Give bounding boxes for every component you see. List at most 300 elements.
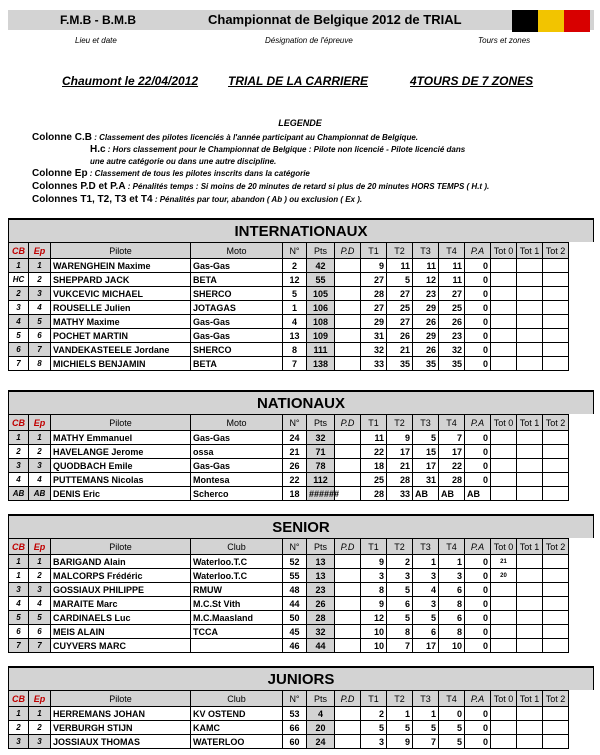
cell-pilote: VERBURGH STIJN — [51, 721, 191, 735]
cell-pd — [335, 329, 361, 343]
cell-pilote: VUKCEVIC MICHAEL — [51, 287, 191, 301]
tours-label: Tours et zones — [478, 36, 531, 45]
cell-t2: 17 — [387, 445, 413, 459]
cell-t3: AB — [413, 487, 439, 501]
cell-t3: 1 — [413, 555, 439, 569]
col-header-t1: T1 — [361, 539, 387, 555]
col-header-pts: Pts — [307, 243, 335, 259]
cell-t2: 5 — [387, 611, 413, 625]
cell-t2: 26 — [387, 329, 413, 343]
cell-pa: 0 — [465, 611, 491, 625]
cell-pa: 0 — [465, 555, 491, 569]
cell-t1: 9 — [361, 597, 387, 611]
cell-moto-club: BETA — [191, 273, 283, 287]
cell-pts: 24 — [307, 735, 335, 749]
cell-tot0 — [491, 707, 517, 721]
cell-tot1 — [517, 315, 543, 329]
col-header-pilote: Pilote — [51, 539, 191, 555]
event-place-date: Chaumont le 22/04/2012 — [62, 74, 199, 88]
cell-pilote: MALCORPS Frédéric — [51, 569, 191, 583]
cell-cb: 7 — [9, 357, 29, 371]
col-header-cb: CB — [9, 243, 29, 259]
cell-t1: 27 — [361, 273, 387, 287]
cell-tot0 — [491, 357, 517, 371]
legend-line-1 — [32, 132, 418, 143]
table-row — [9, 329, 595, 343]
cell-cb: 3 — [9, 459, 29, 473]
cell-tot0: 20 — [491, 569, 517, 583]
cell-num: 46 — [283, 639, 307, 653]
cell-t2: 2 — [387, 555, 413, 569]
col-header-cb: CB — [9, 415, 29, 431]
cell-pa: 0 — [465, 445, 491, 459]
section-juniors — [8, 666, 594, 749]
col-header-moto-club: Club — [191, 691, 283, 707]
cell-tot0 — [491, 735, 517, 749]
table-row — [9, 301, 595, 315]
cell-t3: 31 — [413, 473, 439, 487]
col-header-ep: Ep — [29, 415, 51, 431]
cell-t4: 1 — [439, 555, 465, 569]
cell-tot2 — [543, 569, 569, 583]
table-header-row — [9, 539, 595, 555]
table-row — [9, 721, 595, 735]
col-header-pts: Pts — [307, 415, 335, 431]
cell-tot1 — [517, 357, 543, 371]
cell-cb: 3 — [9, 583, 29, 597]
cell-ep: 2 — [29, 721, 51, 735]
cell-pd — [335, 445, 361, 459]
cell-t4: 17 — [439, 445, 465, 459]
results-table — [8, 414, 595, 501]
col-header-ep: Ep — [29, 243, 51, 259]
cell-ep: 4 — [29, 301, 51, 315]
cell-tot0 — [491, 287, 517, 301]
cell-t4: 10 — [439, 639, 465, 653]
cell-tot1 — [517, 273, 543, 287]
cell-pts: 32 — [307, 625, 335, 639]
cell-t3: 5 — [413, 611, 439, 625]
cell-t2: 5 — [387, 583, 413, 597]
col-header-t4: T4 — [439, 539, 465, 555]
legend-text: : Classement des pilotes licenciés à l'année participant au Championnat de Belgique. — [94, 133, 418, 142]
cell-cb: 4 — [9, 597, 29, 611]
cell-ep: 8 — [29, 357, 51, 371]
cell-tot1 — [517, 259, 543, 273]
cell-pd — [335, 569, 361, 583]
cell-moto-club: ossa — [191, 445, 283, 459]
cell-ep: 4 — [29, 473, 51, 487]
col-header-pa: P.A — [465, 539, 491, 555]
cell-pilote: MATHY Maxime — [51, 315, 191, 329]
cell-pts: 26 — [307, 597, 335, 611]
cell-pilote: PUTTEMANS Nicolas — [51, 473, 191, 487]
col-header-pd: P.D — [335, 539, 361, 555]
cell-cb: 4 — [9, 315, 29, 329]
cell-tot1 — [517, 329, 543, 343]
cell-tot1 — [517, 583, 543, 597]
col-header-t2: T2 — [387, 691, 413, 707]
cell-pa: AB — [465, 487, 491, 501]
cell-tot0 — [491, 473, 517, 487]
col-header-t2: T2 — [387, 415, 413, 431]
cell-num: 48 — [283, 583, 307, 597]
cell-pts: 44 — [307, 639, 335, 653]
cell-tot0 — [491, 639, 517, 653]
section-senior — [8, 514, 594, 653]
table-row — [9, 597, 595, 611]
cell-pts: 55 — [307, 273, 335, 287]
cell-ep: 7 — [29, 639, 51, 653]
table-row — [9, 639, 595, 653]
section-title: SENIOR — [8, 514, 594, 538]
cell-tot0 — [491, 597, 517, 611]
cell-num: 26 — [283, 459, 307, 473]
cell-num: 8 — [283, 343, 307, 357]
cell-ep: 4 — [29, 597, 51, 611]
cell-cb: 7 — [9, 639, 29, 653]
cell-cb: 3 — [9, 301, 29, 315]
cell-t2: 28 — [387, 473, 413, 487]
col-header-tot1: Tot 1 — [517, 243, 543, 259]
cell-t2: 5 — [387, 273, 413, 287]
cell-tot2 — [543, 721, 569, 735]
cell-t4: 35 — [439, 357, 465, 371]
cell-ep: 3 — [29, 735, 51, 749]
results-table — [8, 242, 595, 371]
cell-pa: 0 — [465, 301, 491, 315]
cell-t3: 5 — [413, 721, 439, 735]
cell-pilote: BARIGAND Alain — [51, 555, 191, 569]
cell-tot1 — [517, 343, 543, 357]
cell-t4: 11 — [439, 259, 465, 273]
cell-t3: 11 — [413, 259, 439, 273]
col-header-moto-club: Moto — [191, 243, 283, 259]
cell-pa: 0 — [465, 315, 491, 329]
legend-line-2-cont: une autre catégorie ou dans une autre discipline. — [90, 157, 277, 166]
cell-tot0 — [491, 611, 517, 625]
cell-t4: 7 — [439, 431, 465, 445]
cell-t4: 27 — [439, 287, 465, 301]
cell-ep: 1 — [29, 555, 51, 569]
cell-cb: 5 — [9, 329, 29, 343]
col-header-tot0: Tot 0 — [491, 415, 517, 431]
cell-pd — [335, 597, 361, 611]
cell-t4: AB — [439, 487, 465, 501]
cell-t1: 10 — [361, 639, 387, 653]
cell-tot0 — [491, 625, 517, 639]
col-header-t4: T4 — [439, 691, 465, 707]
cell-moto-club: Gas-Gas — [191, 431, 283, 445]
col-header-pa: P.A — [465, 243, 491, 259]
cell-pts: 13 — [307, 555, 335, 569]
col-header-pd: P.D — [335, 243, 361, 259]
cell-t3: 12 — [413, 273, 439, 287]
col-header-t3: T3 — [413, 691, 439, 707]
col-header-pa: P.A — [465, 415, 491, 431]
cell-pts: 28 — [307, 611, 335, 625]
cell-t1: 3 — [361, 735, 387, 749]
col-header-pilote: Pilote — [51, 243, 191, 259]
col-header-t3: T3 — [413, 243, 439, 259]
cell-t2: 1 — [387, 707, 413, 721]
cell-t1: 3 — [361, 569, 387, 583]
table-row — [9, 487, 595, 501]
cell-moto-club: Waterloo.T.C — [191, 555, 283, 569]
cell-tot0 — [491, 259, 517, 273]
flag-black — [512, 10, 538, 32]
cell-cb: 3 — [9, 735, 29, 749]
legend-line-3 — [32, 168, 310, 179]
cell-pd — [335, 357, 361, 371]
cell-num: 7 — [283, 357, 307, 371]
cell-pa: 0 — [465, 639, 491, 653]
cell-t4: 6 — [439, 583, 465, 597]
section-internationaux — [8, 218, 594, 371]
cell-cb: 1 — [9, 431, 29, 445]
col-header-tot2: Tot 2 — [543, 539, 569, 555]
cell-ep: AB — [29, 487, 51, 501]
cell-t3: 35 — [413, 357, 439, 371]
cell-num: 18 — [283, 487, 307, 501]
col-header-cb: CB — [9, 539, 29, 555]
cell-moto-club: M.C.Maasland — [191, 611, 283, 625]
cell-t1: 33 — [361, 357, 387, 371]
cell-num: 21 — [283, 445, 307, 459]
cell-tot1 — [517, 735, 543, 749]
cell-cb: 6 — [9, 625, 29, 639]
cell-pts: 138 — [307, 357, 335, 371]
cell-t1: 29 — [361, 315, 387, 329]
cell-ep: 3 — [29, 287, 51, 301]
col-header-t4: T4 — [439, 415, 465, 431]
legend-label: Colonne C.B — [32, 132, 92, 143]
cell-t1: 10 — [361, 625, 387, 639]
col-header-num: N° — [283, 691, 307, 707]
cell-pilote: HERREMANS JOHAN — [51, 707, 191, 721]
cell-tot2 — [543, 431, 569, 445]
col-header-pts: Pts — [307, 539, 335, 555]
cell-ep: 2 — [29, 569, 51, 583]
cell-num: 12 — [283, 273, 307, 287]
cell-t2: 25 — [387, 301, 413, 315]
cell-moto-club: JOTAGAS — [191, 301, 283, 315]
cell-ep: 5 — [29, 315, 51, 329]
lieu-label: Lieu et date — [75, 36, 117, 45]
col-header-t3: T3 — [413, 539, 439, 555]
cell-tot2 — [543, 287, 569, 301]
legend-text: : Pénalités par tour, abandon ( Ab ) ou exclusion ( Ex ). — [154, 195, 363, 204]
table-header-row — [9, 691, 595, 707]
cell-pts: 20 — [307, 721, 335, 735]
results-table — [8, 690, 595, 749]
cell-t2: 33 — [387, 487, 413, 501]
cell-pts: 13 — [307, 569, 335, 583]
cell-ep: 1 — [29, 431, 51, 445]
section-title: INTERNATIONAUX — [8, 218, 594, 242]
cell-t4: 5 — [439, 721, 465, 735]
col-header-ep: Ep — [29, 539, 51, 555]
cell-t4: 32 — [439, 343, 465, 357]
table-header-row — [9, 415, 595, 431]
flag-red — [564, 10, 590, 32]
cell-tot0 — [491, 583, 517, 597]
col-header-pts: Pts — [307, 691, 335, 707]
section-nationaux — [8, 390, 594, 501]
cell-ep: 2 — [29, 445, 51, 459]
cell-t3: 4 — [413, 583, 439, 597]
legend-label: Colonnes P.D et P.A — [32, 181, 126, 192]
cell-pd — [335, 707, 361, 721]
table-row — [9, 259, 595, 273]
table-row — [9, 445, 595, 459]
col-header-tot1: Tot 1 — [517, 415, 543, 431]
cell-moto-club: SHERCO — [191, 343, 283, 357]
col-header-tot0: Tot 0 — [491, 691, 517, 707]
col-header-tot1: Tot 1 — [517, 691, 543, 707]
cell-pd — [335, 459, 361, 473]
cell-t2: 21 — [387, 459, 413, 473]
cell-tot1 — [517, 487, 543, 501]
col-header-num: N° — [283, 243, 307, 259]
table-row — [9, 357, 595, 371]
cell-t2: 6 — [387, 597, 413, 611]
cell-t4: 11 — [439, 273, 465, 287]
cell-tot1 — [517, 597, 543, 611]
cell-moto-club: WATERLOO — [191, 735, 283, 749]
cell-tot2 — [543, 301, 569, 315]
cell-tot0 — [491, 459, 517, 473]
cell-pd — [335, 287, 361, 301]
cell-tot1 — [517, 301, 543, 315]
cell-moto-club: Gas-Gas — [191, 329, 283, 343]
col-header-pa: P.A — [465, 691, 491, 707]
cell-t3: 15 — [413, 445, 439, 459]
col-header-t2: T2 — [387, 243, 413, 259]
cell-pts: 4 — [307, 707, 335, 721]
cell-pilote: JOSSIAUX THOMAS — [51, 735, 191, 749]
legend-line-4 — [32, 181, 489, 192]
col-header-moto-club: Club — [191, 539, 283, 555]
cell-pts: 23 — [307, 583, 335, 597]
cell-t3: 1 — [413, 707, 439, 721]
col-header-num: N° — [283, 415, 307, 431]
cell-t1: 2 — [361, 707, 387, 721]
cell-pa: 0 — [465, 707, 491, 721]
cell-tot2 — [543, 273, 569, 287]
cell-tot2 — [543, 597, 569, 611]
cell-t1: 31 — [361, 329, 387, 343]
cell-pa: 0 — [465, 459, 491, 473]
cell-tot2 — [543, 639, 569, 653]
cell-pilote: VANDEKASTEELE Jordane — [51, 343, 191, 357]
cell-ep: 6 — [29, 625, 51, 639]
cell-t4: 0 — [439, 707, 465, 721]
cell-tot0 — [491, 445, 517, 459]
col-header-cb: CB — [9, 691, 29, 707]
cell-t4: 8 — [439, 625, 465, 639]
cell-t2: 35 — [387, 357, 413, 371]
cell-pts: 111 — [307, 343, 335, 357]
cell-t3: 17 — [413, 459, 439, 473]
cell-t2: 7 — [387, 639, 413, 653]
cell-t1: 22 — [361, 445, 387, 459]
table-row — [9, 625, 595, 639]
col-header-ep: Ep — [29, 691, 51, 707]
cell-pd — [335, 431, 361, 445]
cell-t1: 28 — [361, 487, 387, 501]
cell-pts: 109 — [307, 329, 335, 343]
cell-t4: 3 — [439, 569, 465, 583]
cell-moto-club: TCCA — [191, 625, 283, 639]
cell-pa: 0 — [465, 597, 491, 611]
cell-pd — [335, 273, 361, 287]
cell-moto-club: Montesa — [191, 473, 283, 487]
cell-num: 45 — [283, 625, 307, 639]
cell-cb: 6 — [9, 343, 29, 357]
cell-cb: 4 — [9, 473, 29, 487]
cell-pilote: HAVELANGE Jerome — [51, 445, 191, 459]
cell-tot1 — [517, 287, 543, 301]
cell-moto-club: KAMC — [191, 721, 283, 735]
cell-tot1 — [517, 473, 543, 487]
col-header-t2: T2 — [387, 539, 413, 555]
cell-cb: 1 — [9, 707, 29, 721]
cell-num: 66 — [283, 721, 307, 735]
cell-pilote: MATHY Emmanuel — [51, 431, 191, 445]
cell-ep: 6 — [29, 329, 51, 343]
col-header-t1: T1 — [361, 243, 387, 259]
col-header-pd: P.D — [335, 691, 361, 707]
cell-tot2 — [543, 707, 569, 721]
cell-num: 24 — [283, 431, 307, 445]
cell-pd — [335, 343, 361, 357]
cell-ep: 3 — [29, 459, 51, 473]
table-row — [9, 569, 595, 583]
cell-t3: 5 — [413, 431, 439, 445]
cell-pilote: MARAITE Marc — [51, 597, 191, 611]
table-row — [9, 583, 595, 597]
col-header-num: N° — [283, 539, 307, 555]
cell-tot1 — [517, 611, 543, 625]
table-row — [9, 431, 595, 445]
cell-tot2 — [543, 445, 569, 459]
cell-pilote: ROUSELLE Julien — [51, 301, 191, 315]
cell-num: 44 — [283, 597, 307, 611]
table-row — [9, 459, 595, 473]
cell-moto-club: Scherco — [191, 487, 283, 501]
designation-label: Désignation de l'épreuve — [265, 36, 353, 45]
cell-tot2 — [543, 611, 569, 625]
cell-tot0 — [491, 721, 517, 735]
cell-t3: 3 — [413, 597, 439, 611]
cell-pd — [335, 583, 361, 597]
cell-pilote: MEIS ALAIN — [51, 625, 191, 639]
cell-pd — [335, 721, 361, 735]
cell-num: 52 — [283, 555, 307, 569]
col-header-tot2: Tot 2 — [543, 415, 569, 431]
cell-t3: 29 — [413, 329, 439, 343]
section-title: NATIONAUX — [8, 390, 594, 414]
cell-moto-club — [191, 639, 283, 653]
cell-t1: 32 — [361, 343, 387, 357]
cell-pilote: POCHET MARTIN — [51, 329, 191, 343]
legend-label: Colonne Ep — [32, 168, 88, 179]
cell-cb: AB — [9, 487, 29, 501]
cell-tot2 — [543, 473, 569, 487]
section-title: JUNIORS — [8, 666, 594, 690]
cell-t2: 27 — [387, 315, 413, 329]
